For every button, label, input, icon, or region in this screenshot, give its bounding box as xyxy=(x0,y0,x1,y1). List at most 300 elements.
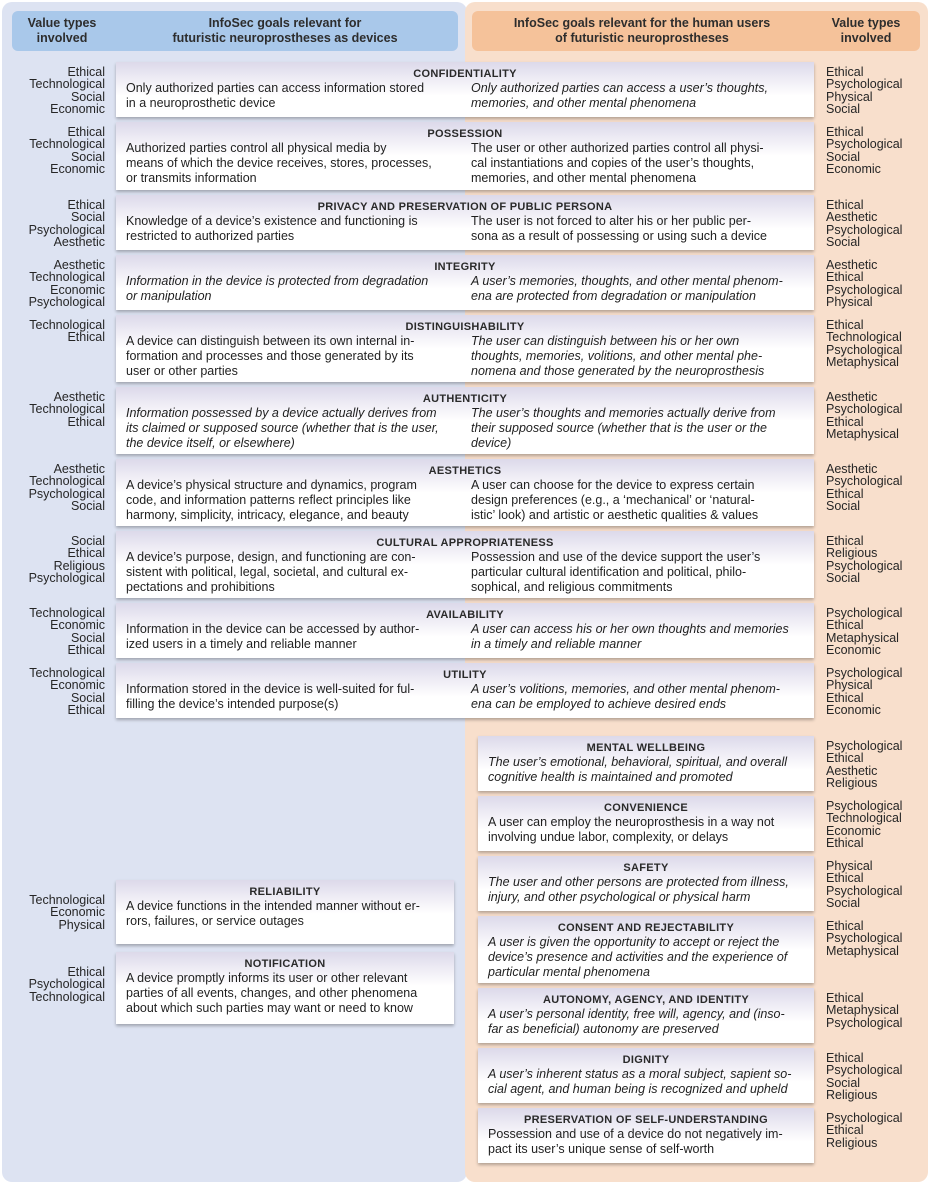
value-type: Ethical xyxy=(826,991,864,1005)
text-line: pectations and prohibitions xyxy=(126,580,275,594)
value-type: Metaphysical xyxy=(826,630,899,645)
value-type: Psychological xyxy=(826,1015,903,1030)
device-value-types xyxy=(29,259,105,308)
goal-title: AESTHETICS xyxy=(428,465,502,477)
user-text xyxy=(488,875,804,905)
value-type: Metaphysical xyxy=(826,943,899,958)
goal-title: AUTHENTICITY xyxy=(422,393,508,405)
value-type: Social xyxy=(70,210,105,225)
value-type: Ethical xyxy=(826,690,864,705)
value-type: Religious xyxy=(826,1087,878,1102)
device-text xyxy=(126,406,459,451)
value-type: Economic xyxy=(50,905,105,920)
device-goal-card-reliability xyxy=(116,880,454,944)
value-type: Social xyxy=(826,149,861,164)
goal-title: CONFIDENTIALITY xyxy=(413,68,517,80)
goal-title: DISTINGUISHABILITY xyxy=(405,321,525,333)
value-type: Aesthetic xyxy=(826,462,878,476)
value-type: Social xyxy=(70,498,105,513)
value-type: Psychological xyxy=(826,137,903,152)
user-value-types xyxy=(826,391,902,440)
user-text xyxy=(488,1007,804,1037)
text-line: The user’s thoughts and memories actually derive from xyxy=(471,406,776,420)
user-value-types xyxy=(826,199,902,248)
text-line: A user can choose for the device to express certain xyxy=(471,478,755,492)
text-line: A user’s inherent status as a moral subject, sapient so- xyxy=(488,1067,792,1081)
text-line: The user or other authorized parties control all physi- xyxy=(471,141,764,155)
header-left-values-line2: involved xyxy=(36,31,88,45)
value-type: Psychological xyxy=(826,342,903,357)
goal-card-availability xyxy=(116,603,814,658)
device-value-types xyxy=(29,199,105,248)
text-line: sona as a result of possessing or using such a device xyxy=(471,229,768,243)
device-value-types xyxy=(29,463,105,512)
device-value-types xyxy=(29,319,105,344)
value-type: Ethical xyxy=(826,270,864,285)
value-type: Ethical xyxy=(826,751,864,766)
user-goal-card-autonomy-agency-and-identity xyxy=(478,988,814,1043)
value-type: Economic xyxy=(50,678,105,693)
text-line: cial agent, and human being is recognized and upheld xyxy=(488,1082,788,1096)
text-line: A user is given the opportunity to accept or reject the xyxy=(488,935,780,949)
user-value-types xyxy=(826,463,902,512)
value-type: Ethical xyxy=(67,965,105,979)
value-type: Technological xyxy=(29,474,105,489)
text-line: particular cultural identification and political, philo- xyxy=(471,565,747,579)
value-type: Social xyxy=(70,149,105,164)
device-goal-text xyxy=(126,141,471,186)
text-line: cal instantiations and copies of the user’s thoughts, xyxy=(471,156,755,170)
device-text xyxy=(126,899,444,929)
value-type: Technological xyxy=(29,666,105,680)
goal-columns xyxy=(126,214,804,244)
device-text xyxy=(126,622,459,652)
user-text xyxy=(471,141,804,186)
goal-title: POSSESSION xyxy=(427,128,503,140)
goal-title: NOTIFICATION xyxy=(244,958,326,970)
user-goal-text xyxy=(471,141,804,186)
header-user-goals-line2: of futuristic neuroprostheses xyxy=(555,31,729,45)
text-line: The user’s emotional, behavioral, spiritual, and overall xyxy=(488,755,788,769)
value-type: Psychological xyxy=(826,558,903,573)
user-goal-card-preservation-of-self-understanding xyxy=(478,1108,814,1163)
text-line: Only authorized parties can access information stored xyxy=(126,81,425,95)
goal-card-possession xyxy=(116,122,814,190)
user-goal-card-consent-and-rejectability xyxy=(478,916,814,983)
user-value-types xyxy=(826,667,902,716)
text-line: istic’ look) and artistic or aesthetic qualities & values xyxy=(471,508,759,522)
goal-title: DIGNITY xyxy=(622,1054,670,1066)
user-goal-card-safety xyxy=(478,856,814,911)
goal-title: SAFETY xyxy=(623,862,669,874)
text-line: filling the device’s intended purpose(s) xyxy=(126,697,339,711)
value-type: Technological xyxy=(29,893,105,907)
text-line: in a neuroprosthetic device xyxy=(126,96,276,110)
goal-title: CULTURAL APPROPRIATENESS xyxy=(376,537,554,549)
value-type: Religious xyxy=(53,558,105,573)
goal-title: PRESERVATION OF SELF-UNDERSTANDING xyxy=(523,1114,769,1126)
user-text xyxy=(488,1067,804,1097)
text-line: rors, failures, or service outages xyxy=(126,914,304,928)
text-line: memories, and other mental phenomena xyxy=(471,96,697,110)
header-device-goals-line1: InfoSec goals relevant for xyxy=(208,16,362,30)
text-line: far as beneficial) autonomy are preserved xyxy=(488,1022,719,1036)
device-value-types xyxy=(29,894,105,931)
user-text xyxy=(488,815,804,845)
value-type: Technological xyxy=(29,402,105,417)
header-left-values-line1: Value types xyxy=(27,16,97,30)
goal-card-integrity xyxy=(116,255,814,310)
device-text xyxy=(126,971,444,1016)
user-goal-text xyxy=(471,406,804,451)
text-line: thoughts, memories, volitions, and other mental phe- xyxy=(471,349,763,363)
text-line: A device’s physical structure and dynamics, program xyxy=(126,478,417,492)
text-line: A user can employ the neuroprosthesis in a way not xyxy=(488,815,775,829)
text-line: A device functions in the intended manner without er- xyxy=(126,899,420,913)
user-goal-text xyxy=(471,274,804,304)
header-user-goals-line1: InfoSec goals relevant for the human users xyxy=(513,16,771,30)
user-text xyxy=(471,622,804,652)
goal-card-privacy-and-preservation-of-public-persona xyxy=(116,195,814,250)
text-line: Possession and use of a device do not negatively im- xyxy=(488,1127,783,1141)
text-line: Possession and use of the device support the user’s xyxy=(471,550,761,564)
value-type: Metaphysical xyxy=(826,354,899,369)
text-line: A user’s personal identity, free will, agency, and (inso- xyxy=(488,1007,785,1021)
value-type: Economic xyxy=(826,702,881,717)
header-right-values-line2: involved xyxy=(840,31,892,45)
value-type: Social xyxy=(70,89,105,104)
user-goal-card-dignity xyxy=(478,1048,814,1103)
value-type: Psychological xyxy=(826,1063,903,1078)
text-line: restricted to authorized parties xyxy=(126,229,295,243)
text-line: in a timely and reliable manner xyxy=(471,637,642,651)
device-value-types xyxy=(29,966,105,1003)
user-value-types xyxy=(826,800,902,849)
text-line: A device’s purpose, design, and functioning are con- xyxy=(126,550,416,564)
goal-title: AVAILABILITY xyxy=(426,609,504,621)
text-line: nomena and those generated by the neuroprosthesis xyxy=(471,364,765,378)
value-type: Ethical xyxy=(826,1123,864,1138)
value-type: Psychological xyxy=(826,883,903,898)
goal-card-utility xyxy=(116,663,814,718)
text-line: Information stored in the device is well-suited for ful- xyxy=(126,682,415,696)
user-text xyxy=(488,935,804,980)
value-type: Social xyxy=(826,101,861,116)
text-line: ena can be employed to achieve desired ends xyxy=(471,697,727,711)
user-text xyxy=(471,550,804,595)
value-type: Ethical xyxy=(67,546,105,561)
value-type: Technological xyxy=(826,811,902,826)
value-type: Economic xyxy=(826,642,881,657)
text-line: Information in the device is protected from degradation xyxy=(126,274,429,288)
text-line: Information in the device can be accessed by author- xyxy=(126,622,420,636)
user-text xyxy=(471,214,804,244)
device-text xyxy=(126,141,459,186)
value-type: Aesthetic xyxy=(53,258,105,272)
value-type: Ethical xyxy=(826,618,864,633)
device-value-types xyxy=(29,126,105,175)
text-line: Knowledge of a device’s existence and functioning is xyxy=(126,214,418,228)
user-value-types xyxy=(826,860,902,909)
value-type: Religious xyxy=(826,1135,878,1150)
goal-columns xyxy=(126,141,804,186)
text-line: memories, and other mental phenomena xyxy=(471,171,697,185)
device-goal-text xyxy=(126,334,471,379)
value-type: Ethical xyxy=(67,198,105,212)
value-type: Ethical xyxy=(67,330,105,345)
value-type: Psychological xyxy=(826,606,903,620)
value-type: Physical xyxy=(826,89,873,104)
value-type: Psychological xyxy=(826,402,903,417)
text-line: A device promptly informs its user or other relevant xyxy=(126,971,408,985)
value-type: Ethical xyxy=(826,919,864,933)
value-type: Ethical xyxy=(826,835,864,850)
value-type: Ethical xyxy=(67,414,105,429)
text-line: user or other parties xyxy=(126,364,238,378)
value-type: Aesthetic xyxy=(826,210,878,225)
text-line: Authorized parties control all physical media by xyxy=(126,141,387,155)
goal-title: RELIABILITY xyxy=(249,886,321,898)
goal-card-distinguishability xyxy=(116,315,814,382)
goal-columns xyxy=(126,274,804,304)
text-line: A user can access his or her own thoughts and memories xyxy=(471,622,789,636)
goal-columns xyxy=(126,550,804,595)
user-text xyxy=(471,682,804,712)
text-line: A user’s memories, thoughts, and other mental phenom- xyxy=(471,274,783,288)
text-line: formation and processes and those generated by its xyxy=(126,349,414,363)
user-value-types xyxy=(826,259,902,308)
text-line: their supposed source (whether that is the user or the xyxy=(471,421,767,435)
device-goal-text xyxy=(126,682,471,712)
header-user-goals xyxy=(472,11,812,51)
user-goal-text xyxy=(471,81,804,111)
device-text xyxy=(126,550,459,595)
user-goal-text xyxy=(471,682,804,712)
device-goal-text xyxy=(126,550,471,595)
header-right-values xyxy=(812,11,920,51)
device-text xyxy=(126,334,459,379)
value-type: Aesthetic xyxy=(826,258,878,272)
value-type: Technological xyxy=(29,137,105,152)
text-line: injury, and other psychological or physical harm xyxy=(488,890,751,904)
value-type: Economic xyxy=(50,161,105,176)
value-type: Social xyxy=(70,630,105,645)
user-text xyxy=(488,1127,804,1157)
value-type: Ethical xyxy=(67,702,105,717)
text-line: involving undue labor, complexity, or delays xyxy=(488,830,729,844)
goal-card-confidentiality xyxy=(116,62,814,117)
text-line: The user is not forced to alter his or her public per- xyxy=(471,214,751,228)
device-value-types xyxy=(29,607,105,656)
user-text xyxy=(471,334,804,379)
goal-card-authenticity xyxy=(116,387,814,454)
header-right-values-line1: Value types xyxy=(831,16,901,30)
goal-columns xyxy=(126,406,804,451)
goal-columns xyxy=(126,334,804,379)
value-type: Psychological xyxy=(826,739,903,753)
value-type: Psychological xyxy=(28,977,105,992)
value-type: Psychological xyxy=(28,570,105,585)
device-goal-text xyxy=(126,478,471,523)
text-line: device’s presence and activities and the experience of xyxy=(488,950,788,964)
user-goal-text xyxy=(471,622,804,652)
value-type: Psychological xyxy=(28,294,105,309)
user-value-types xyxy=(826,740,902,789)
value-type: Technological xyxy=(29,77,105,92)
user-value-types xyxy=(826,319,902,368)
user-value-types xyxy=(826,920,902,957)
value-type: Ethical xyxy=(826,486,864,501)
user-goal-text xyxy=(471,478,804,523)
value-type: Physical xyxy=(58,917,105,932)
value-type: Social xyxy=(826,570,861,585)
goal-columns xyxy=(126,81,804,111)
goal-title: CONVENIENCE xyxy=(604,802,688,814)
value-type: Psychological xyxy=(826,222,903,237)
device-text xyxy=(126,81,459,111)
text-line: sophical, and religious commitments xyxy=(471,580,673,594)
text-line: parties of all events, changes, and other phenomena xyxy=(126,986,418,1000)
user-goal-card-convenience xyxy=(478,796,814,851)
text-line: A user’s volitions, memories, and other mental phenom- xyxy=(471,682,780,696)
value-type: Psychological xyxy=(826,666,903,680)
device-value-types xyxy=(29,667,105,716)
value-type: Physical xyxy=(826,294,873,309)
goal-title: CONSENT AND REJECTABILITY xyxy=(557,922,735,934)
text-line: or transmits information xyxy=(126,171,257,185)
user-text xyxy=(471,274,804,304)
value-type: Psychological xyxy=(826,282,903,297)
text-line: particular mental phenomena xyxy=(488,965,650,979)
header-device-goals-line2: futuristic neuroprostheses as devices xyxy=(172,31,398,45)
value-type: Ethical xyxy=(826,198,864,212)
user-text xyxy=(488,755,804,785)
value-type: Economic xyxy=(826,823,881,838)
value-type: Social xyxy=(826,895,861,910)
value-type: Ethical xyxy=(826,318,864,332)
value-type: Ethical xyxy=(67,125,105,139)
value-type: Technological xyxy=(826,330,902,345)
value-type: Economic xyxy=(50,282,105,297)
value-type: Religious xyxy=(826,546,878,561)
value-type: Aesthetic xyxy=(53,234,105,249)
device-goal-text xyxy=(126,214,471,244)
value-type: Metaphysical xyxy=(826,1003,899,1018)
user-value-types xyxy=(826,1052,902,1101)
text-line: means of which the device receives, stores, processes, xyxy=(126,156,432,170)
user-value-types xyxy=(826,66,902,115)
value-type: Social xyxy=(826,1075,861,1090)
goal-columns xyxy=(126,478,804,523)
value-type: Psychological xyxy=(826,474,903,489)
text-line: the device itself, or elsewhere) xyxy=(126,436,295,450)
value-type: Religious xyxy=(826,775,878,790)
value-type: Social xyxy=(70,690,105,705)
value-type: Physical xyxy=(826,678,873,693)
user-value-types xyxy=(826,607,902,656)
text-line: its claimed or supposed source (whether that is the user, xyxy=(126,421,439,435)
device-goal-card-notification xyxy=(116,952,454,1024)
user-text xyxy=(471,406,804,451)
value-type: Technological xyxy=(29,989,105,1004)
text-line: pact its user’s unique sense of self-worth xyxy=(488,1142,715,1156)
text-line: or manipulation xyxy=(126,289,212,303)
device-goal-text xyxy=(126,81,471,111)
value-type: Ethical xyxy=(67,642,105,657)
value-type: Technological xyxy=(29,318,105,332)
user-value-types xyxy=(826,535,902,584)
device-text xyxy=(126,478,459,523)
value-type: Technological xyxy=(29,606,105,620)
value-type: Social xyxy=(826,234,861,249)
value-type: Aesthetic xyxy=(826,390,878,404)
goal-card-aesthetics xyxy=(116,459,814,526)
user-text xyxy=(471,81,804,111)
goal-title: AUTONOMY, AGENCY, AND IDENTITY xyxy=(543,994,749,1006)
goal-title: UTILITY xyxy=(443,669,487,681)
value-type: Ethical xyxy=(826,414,864,429)
value-type: Ethical xyxy=(826,1051,864,1065)
text-line: The user and other persons are protected from illness, xyxy=(488,875,789,889)
user-goal-card-mental-wellbeing xyxy=(478,736,814,791)
user-value-types xyxy=(826,992,902,1029)
value-type: Economic xyxy=(50,101,105,116)
value-type: Ethical xyxy=(826,65,864,79)
text-line: harmony, simplicity, intricacy, elegance, and beauty xyxy=(126,508,409,522)
user-text xyxy=(471,478,804,523)
value-type: Psychological xyxy=(28,222,105,237)
text-line: sistent with political, legal, societal, and cultural ex- xyxy=(126,565,409,579)
user-value-types xyxy=(826,126,902,175)
device-goal-text xyxy=(126,274,471,304)
text-line: The user can distinguish between his or her own xyxy=(471,334,740,348)
value-type: Ethical xyxy=(67,65,105,79)
value-type: Ethical xyxy=(826,871,864,886)
header-left-values xyxy=(12,11,112,51)
user-goal-text xyxy=(471,214,804,244)
device-value-types xyxy=(29,535,105,584)
value-type: Psychological xyxy=(826,931,903,946)
value-type: Psychological xyxy=(826,1111,903,1125)
text-line: code, and information patterns reflect principles like xyxy=(126,493,411,507)
value-type: Metaphysical xyxy=(826,426,899,441)
value-type: Social xyxy=(826,498,861,513)
device-value-types xyxy=(29,391,105,428)
device-text xyxy=(126,214,459,244)
header-device-goals xyxy=(112,11,458,51)
value-type: Psychological xyxy=(28,486,105,501)
text-line: about which such parties may want or need to know xyxy=(126,1001,413,1015)
user-value-types xyxy=(826,1112,902,1149)
goal-columns xyxy=(126,622,804,652)
value-type: Economic xyxy=(50,618,105,633)
value-type: Economic xyxy=(826,161,881,176)
value-type: Psychological xyxy=(826,799,903,813)
device-goal-text xyxy=(126,622,471,652)
goal-title: MENTAL WELLBEING xyxy=(586,742,706,754)
goal-title: PRIVACY AND PRESERVATION OF PUBLIC PERSONA xyxy=(317,201,613,213)
user-goal-text xyxy=(471,550,804,595)
text-line: ena are protected from degradation or manipulation xyxy=(471,289,756,303)
value-type: Aesthetic xyxy=(53,390,105,404)
value-type: Social xyxy=(70,534,105,548)
value-type: Physical xyxy=(826,859,873,873)
value-type: Ethical xyxy=(826,534,864,548)
device-value-types xyxy=(29,66,105,115)
goal-title: INTEGRITY xyxy=(434,261,496,273)
device-goal-text xyxy=(126,406,471,451)
device-text xyxy=(126,682,459,712)
